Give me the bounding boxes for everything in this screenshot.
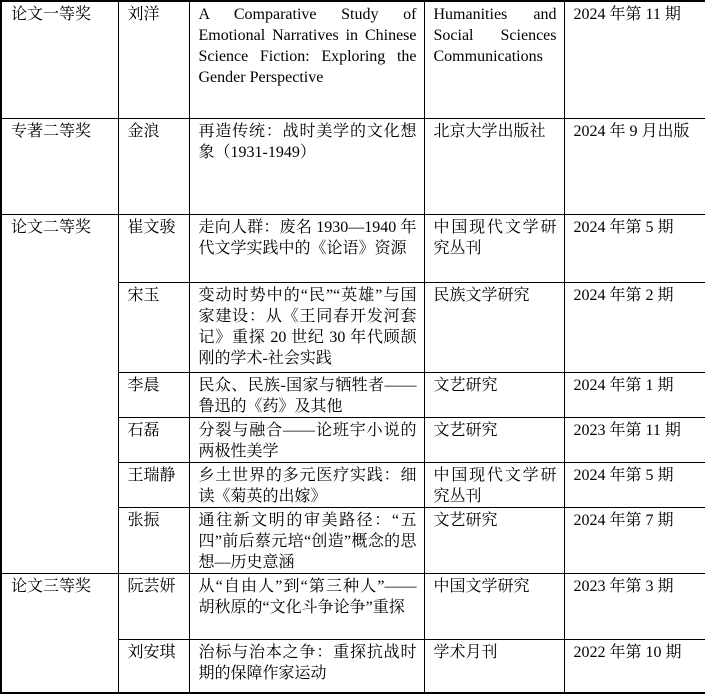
author-cell: 阮芸妍 xyxy=(118,573,189,639)
venue-cell: 学术月刊 xyxy=(424,639,564,693)
venue-cell: 中国文学研究 xyxy=(424,573,564,639)
venue-cell: 文艺研究 xyxy=(424,372,564,417)
venue-cell: 北京大学出版社 xyxy=(424,118,564,214)
venue-cell: 文艺研究 xyxy=(424,507,564,573)
author-cell: 石磊 xyxy=(118,417,189,462)
venue-cell: 民族文学研究 xyxy=(424,282,564,372)
title-cell: 走向人群：废名 1930—1940 年代文学实践中的《论语》资源 xyxy=(189,214,424,282)
award-cell: 论文二等奖 xyxy=(1,214,118,573)
title-cell: 通往新文明的审美路径：“五四”前后蔡元培“创造”概念的思想—历史意涵 xyxy=(189,507,424,573)
author-cell: 王瑞静 xyxy=(118,462,189,507)
author-cell: 宋玉 xyxy=(118,282,189,372)
title-cell: A Comparative Study of Emotional Narratives in Chinese Science Fiction: Exploring the Gender Perspective xyxy=(189,1,424,118)
table-row xyxy=(1,573,705,639)
title-cell: 变动时势中的“民”“英雄”与国家建设：从《王同春开发河套记》重探 20 世纪 30 年代顾颉刚的学术-社会实践 xyxy=(189,282,424,372)
title-cell: 从“自由人”到“第三种人”——胡秋原的“文化斗争论争”重探 xyxy=(189,573,424,639)
author-cell: 李晨 xyxy=(118,372,189,417)
issue-cell: 2024 年第 2 期 xyxy=(564,282,705,372)
title-cell: 乡土世界的多元医疗实践：细读《菊英的出嫁》 xyxy=(189,462,424,507)
author-cell: 刘安琪 xyxy=(118,639,189,693)
table-row xyxy=(1,214,705,282)
title-cell: 治标与治本之争：重探抗战时期的保障作家运动 xyxy=(189,639,424,693)
issue-cell: 2024 年 9 月出版 xyxy=(564,118,705,214)
title-cell: 再造传统：战时美学的文化想象（1931-1949） xyxy=(189,118,424,214)
title-cell: 分裂与融合——论班宇小说的两极性美学 xyxy=(189,417,424,462)
issue-cell: 2024 年第 5 期 xyxy=(564,462,705,507)
award-cell: 专著二等奖 xyxy=(1,118,118,214)
author-cell: 金浪 xyxy=(118,118,189,214)
issue-cell: 2023 年第 11 期 xyxy=(564,417,705,462)
venue-cell: 文艺研究 xyxy=(424,417,564,462)
award-cell: 论文三等奖 xyxy=(1,573,118,693)
issue-cell: 2024 年第 11 期 xyxy=(564,1,705,118)
issue-cell: 2024 年第 5 期 xyxy=(564,214,705,282)
author-cell: 崔文骏 xyxy=(118,214,189,282)
issue-cell: 2022 年第 10 期 xyxy=(564,639,705,693)
title-cell: 民众、民族-国家与牺牲者——鲁迅的《药》及其他 xyxy=(189,372,424,417)
issue-cell: 2024 年第 7 期 xyxy=(564,507,705,573)
author-cell: 刘洋 xyxy=(118,1,189,118)
author-cell: 张振 xyxy=(118,507,189,573)
table-row xyxy=(1,118,705,214)
venue-cell: Humanities and Social Sciences Communications xyxy=(424,1,564,118)
table-row xyxy=(1,1,705,118)
award-cell: 论文一等奖 xyxy=(1,1,118,118)
venue-cell: 中国现代文学研究丛刊 xyxy=(424,462,564,507)
venue-cell: 中国现代文学研究丛刊 xyxy=(424,214,564,282)
issue-cell: 2023 年第 3 期 xyxy=(564,573,705,639)
issue-cell: 2024 年第 1 期 xyxy=(564,372,705,417)
